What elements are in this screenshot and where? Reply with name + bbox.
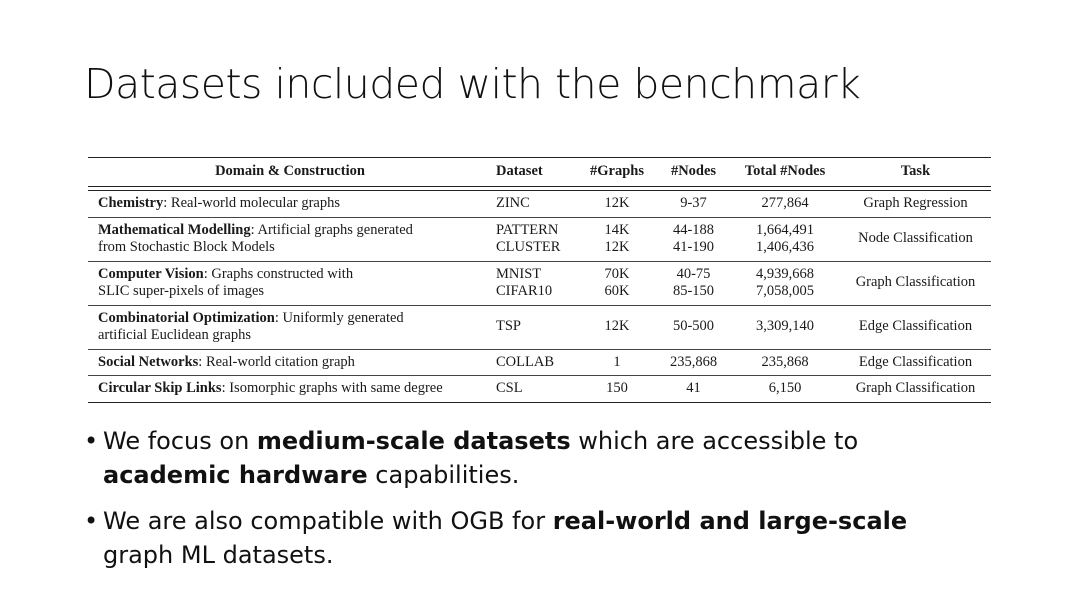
dataset-name: PATTERN [496,221,559,238]
domain-cell [88,376,492,403]
table-header-row [88,158,991,187]
domain-description: : Uniformly generated [274,309,404,326]
header-dataset: Dataset [496,163,543,179]
table-body [88,191,991,403]
graphs-count: 1 [613,353,621,370]
nodes-range: 235,868 [669,353,718,370]
total-nodes: 1,664,491 [756,221,814,238]
dataset-name-cell [492,305,577,349]
table-row [88,349,991,376]
domain-description: : Isomorphic graphs with same degree [221,380,443,396]
header-nodes: #Nodes [670,163,717,179]
graphs-count: 12K [604,318,630,335]
task-cell: Graph Classification [855,380,976,396]
nodes-range-cell [657,305,730,349]
bullet-marker: • [84,427,99,455]
total-nodes: 4,939,668 [756,265,814,282]
graphs-count-cell [577,261,657,305]
total-nodes: 7,058,005 [756,283,814,299]
header-domain: Domain & Construction [215,163,365,179]
nodes-range-cell [657,376,730,403]
bullet-emphasis: medium-scale datasets [256,427,571,455]
nodes-range: 41-190 [672,239,715,255]
domain-description: : Graphs constructed with [203,265,354,282]
header-total-nodes: Total #Nodes [744,163,826,179]
domain-description-line2: artificial Euclidean graphs [98,327,251,343]
dataset-name-cell [492,261,577,305]
nodes-range-cell [657,191,730,218]
nodes-range: 41 [686,380,701,396]
graphs-count: 12K [604,239,630,255]
graphs-count: 70K [604,265,630,282]
dataset-name: CSL [496,380,523,396]
nodes-range-cell [657,217,730,261]
dataset-name: MNIST [496,265,542,282]
datasets-table [88,157,991,403]
table-row [88,305,991,349]
nodes-range: 85-150 [672,283,715,299]
graphs-count-cell [577,305,657,349]
datasets-table-container [88,157,991,403]
bullet-item [84,504,984,572]
nodes-range: 40-75 [676,265,711,282]
table-row [88,261,991,305]
graphs-count: 60K [604,283,630,299]
domain-name: Combinatorial Optimization [98,309,275,326]
task-cell: Edge Classification [858,353,973,370]
domain-description-line2: from Stochastic Block Models [98,239,275,255]
nodes-range-cell [657,349,730,376]
bullet-item [84,424,984,492]
total-nodes: 6,150 [768,380,802,396]
dataset-name-cell [492,349,577,376]
bullet-text: graph ML datasets. [103,541,334,569]
domain-cell [88,261,492,305]
table-row [88,376,991,403]
total-nodes-cell [730,191,840,218]
nodes-range: 9-37 [680,195,707,211]
graphs-count: 12K [604,195,630,211]
dataset-name: COLLAB [496,353,554,370]
bullet-text: capabilities. [367,461,520,489]
domain-name: Circular Skip Links [98,380,222,396]
table-row [88,217,991,261]
dataset-name: TSP [496,318,521,335]
bullet-list [84,424,984,584]
graphs-count-cell [577,191,657,218]
total-nodes: 1,406,436 [756,239,814,255]
bullet-text: We are also compatible with OGB for [103,507,553,535]
domain-description: : Real-world citation graph [198,353,355,370]
bullet-text: We focus on [103,427,257,455]
graphs-count-cell [577,349,657,376]
task-cell: Graph Classification [855,274,976,291]
bullet-emphasis: real-world and large-scale [552,507,908,535]
domain-name: Mathematical Modelling [98,221,251,238]
graphs-count: 150 [606,380,628,396]
domain-description: : Artificial graphs generated [250,221,413,238]
header-task: Task [900,163,931,179]
bullet-emphasis: academic hardware [103,461,368,489]
total-nodes-cell [730,261,840,305]
domain-name: Computer Vision [98,265,204,282]
bullet-text: which are accessible to [570,427,859,455]
total-nodes: 3,309,140 [756,318,814,335]
task-cell: Edge Classification [858,318,973,335]
dataset-name: CLUSTER [496,239,561,255]
domain-cell [88,305,492,349]
graphs-count-cell [577,217,657,261]
total-nodes: 235,868 [761,353,809,370]
domain-name: Social Networks [98,353,199,370]
domain-cell [88,349,492,376]
nodes-range: 50-500 [672,318,715,335]
header-graphs: #Graphs [590,163,644,179]
dataset-name-cell [492,217,577,261]
dataset-name-cell [492,191,577,218]
total-nodes: 277,864 [761,195,809,211]
dataset-name-cell [492,376,577,403]
domain-cell [88,191,492,218]
total-nodes-cell [730,305,840,349]
table-row [88,191,991,218]
total-nodes-cell [730,217,840,261]
bullet-marker: • [84,507,99,535]
dataset-name: CIFAR10 [496,283,553,299]
nodes-range-cell [657,261,730,305]
dataset-name: ZINC [496,195,530,211]
slide-title: Datasets included with the benchmark [84,60,861,108]
total-nodes-cell [730,349,840,376]
domain-description: : Real-world molecular graphs [163,195,341,211]
domain-description-line2: SLIC super-pixels of images [98,283,265,299]
total-nodes-cell [730,376,840,403]
graphs-count-cell [577,376,657,403]
nodes-range: 44-188 [672,221,715,238]
domain-name: Chemistry [98,195,164,211]
task-cell: Node Classification [858,230,973,247]
graphs-count: 14K [604,221,630,238]
task-cell: Graph Regression [863,195,968,211]
domain-cell [88,217,492,261]
